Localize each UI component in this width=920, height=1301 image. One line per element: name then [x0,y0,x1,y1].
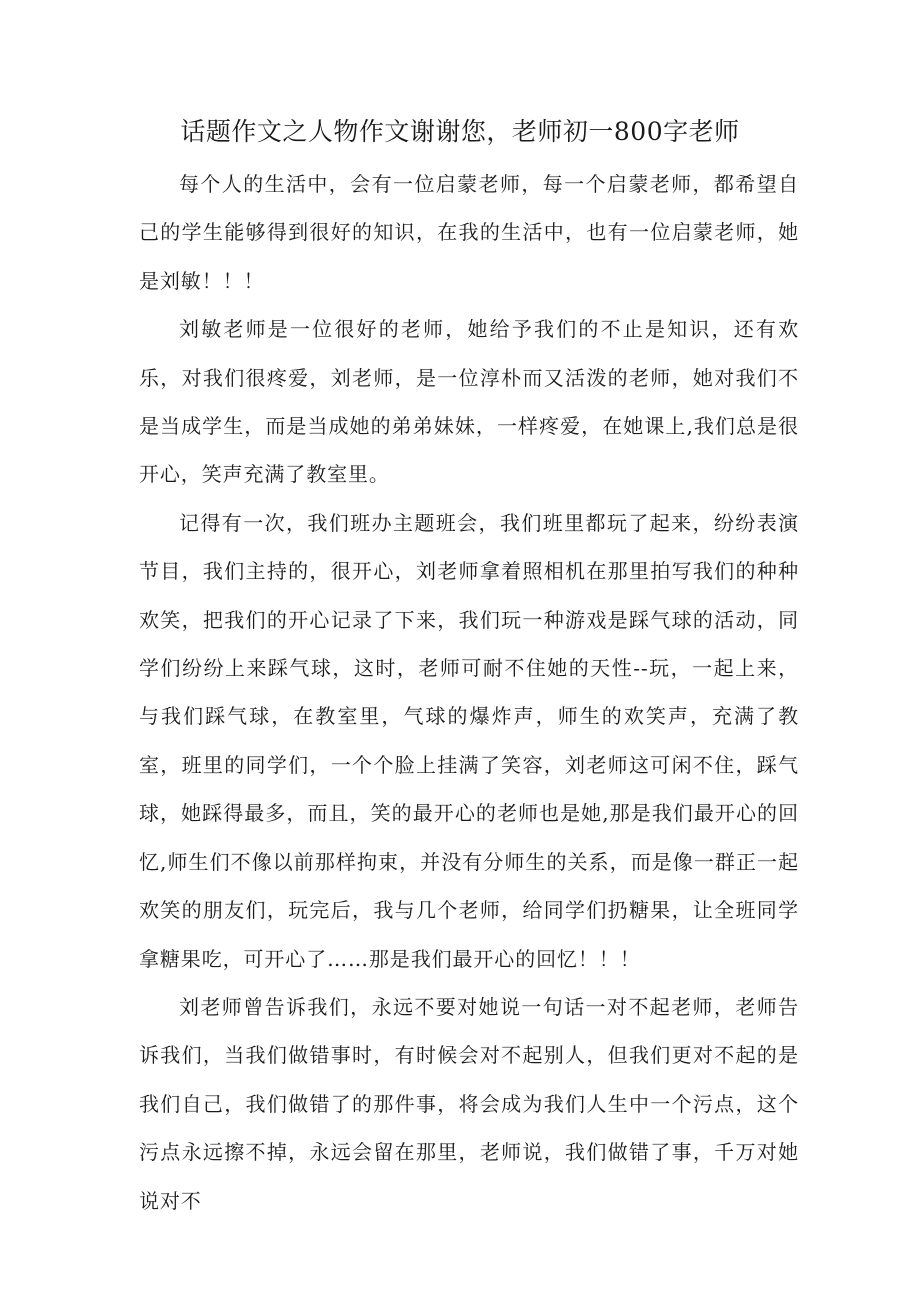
paragraph: 刘敏老师是一位很好的老师，她给予我们的不止是知识，还有欢乐，对我们很疼爱，刘老师，是一位淳朴而又活泼的老师，她对我们不是当成学生，而是当成她的弟弟妹妹，一样疼爱，在她课上,我们总是很开心，笑声充满了教室里。 [139,317,799,487]
paragraph: 记得有一次，我们班办主题班会，我们班里都玩了起来，纷纷表演节目，我们主持的，很开心，刘老师拿着照相机在那里拍写我们的种种欢笑，把我们的开心记录了下来，我们玩一种游戏是踩气球的活动，同学们纷纷上来踩气球，这时，老师可耐不住她的天性--玩，一起上来，与我们踩气球，在教室里，气球的爆炸声，师生的欢笑声，充满了教室，班里的同学们，一个个脸上挂满了笑容，刘老师这可闲不住，踩气球，她踩得最多，而且，笑的最开心的老师也是她,那是我们最开心的回忆,师生们不像以前那样拘束，并没有分师生的关系，而是像一群正一起欢笑的朋友们，玩完后，我与几个老师，给同学们扔糖果，让全班同学拿糖果吃，可开心了……那是我们最开心的回忆！！！ [139,510,799,971]
document-title: 话题作文之人物作文谢谢您，老师初一800字老师 [180,117,740,146]
document-body [139,160,799,1225]
paragraph: 每个人的生活中，会有一位启蒙老师，每一个启蒙老师，都希望自己的学生能够得到很好的知识，在我的生活中，也有一位启蒙老师，她是刘敏！！！ [139,172,799,293]
paragraph: 刘老师曾告诉我们，永远不要对她说一句话一对不起老师，老师告诉我们，当我们做错事时，有时候会对不起别人，但我们更对不起的是我们自己，我们做错了的那件事，将会成为我们人生中一个污点，这个污点永远擦不掉，永远会留在那里，老师说，我们做错了事，千万对她说对不 [139,994,799,1213]
